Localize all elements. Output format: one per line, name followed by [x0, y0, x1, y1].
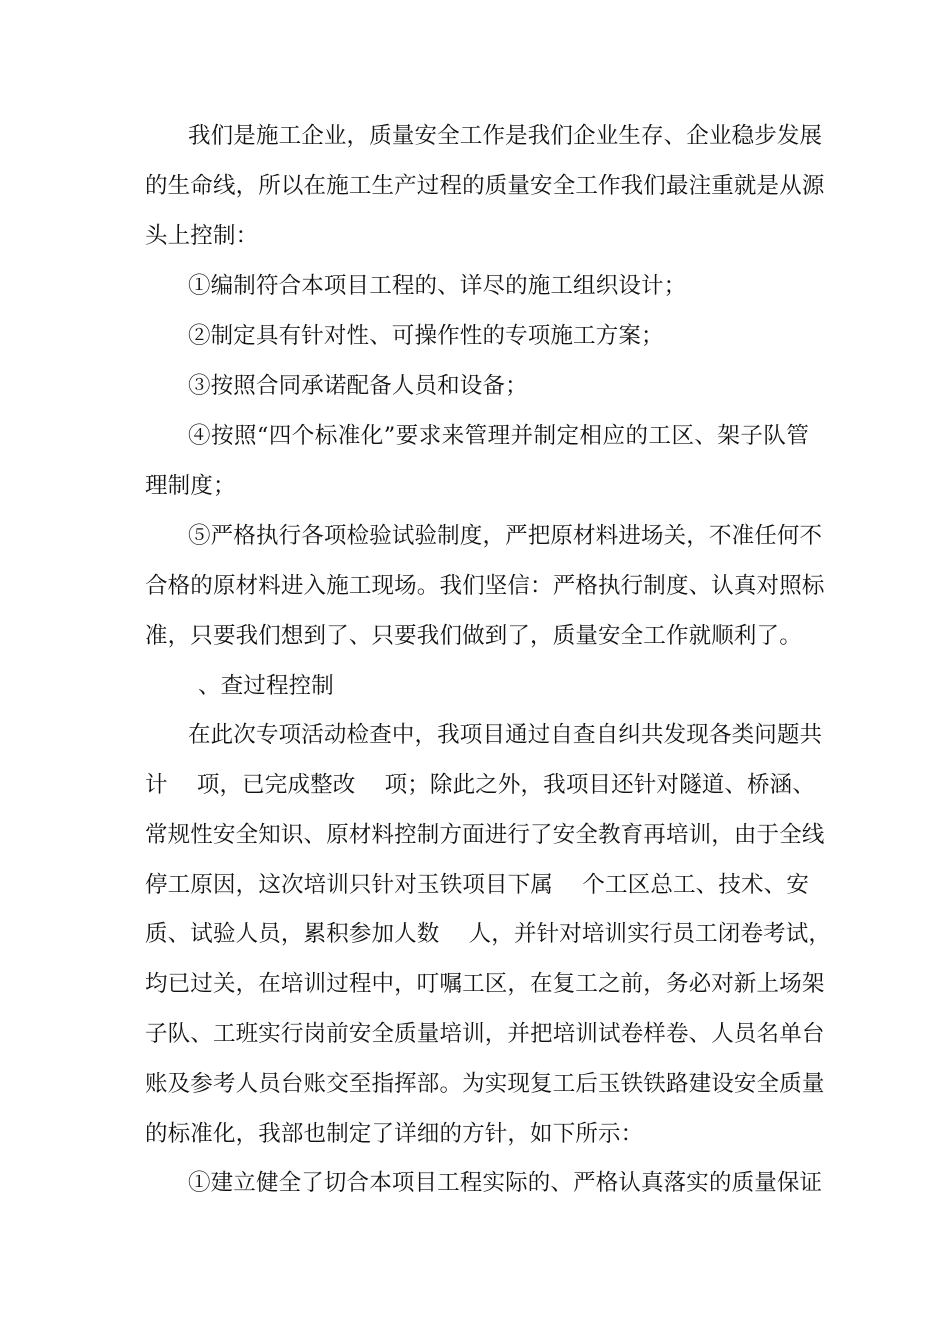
list-item: ①建立健全了切合本项目工程实际的、严格认真落实的质量保证 [188, 1170, 823, 1196]
text-line: 子队、工班实行岗前安全质量培训，并把培训试卷样卷、人员名单台 [145, 1021, 825, 1047]
list-item: ①编制符合本项目工程的、详尽的施工组织设计； [188, 273, 687, 299]
text-line: 计 项，已完成整改 项；除此之外，我项目还针对隧道、桥涵、 [145, 772, 815, 798]
text-line: 停工原因，这次培训只针对玉铁项目下属 个工区总工、技术、安 [145, 872, 809, 898]
text-line: 头上控制： [145, 223, 259, 249]
list-item: ④按照“四个标准化”要求来管理并制定相应的工区、架子队管 [188, 423, 809, 449]
text-line: 质、试验人员，累积参加人数 人，并针对培训实行员工闭卷考试， [145, 921, 832, 947]
text-line: 均已过关，在培训过程中，叮嘱工区，在复工之前，务必对新上场架 [145, 971, 825, 997]
list-item: ③按照合同承诺配备人员和设备； [188, 373, 528, 399]
text-line: 合格的原材料进入施工现场。我们坚信：严格执行制度、认真对照标 [145, 573, 825, 599]
text-line: 账及参考人员台账交至指挥部。为实现复工后玉铁铁路建设安全质量 [145, 1071, 825, 1097]
list-item: ⑤严格执行各项检验试验制度，严把原材料进场关，不准任何不 [188, 523, 823, 549]
text-line: 的标准化，我部也制定了详细的方针，如下所示： [145, 1121, 644, 1147]
text-line: 我们是施工企业，质量安全工作是我们企业生存、企业稳步发展 [188, 123, 823, 149]
text-line: 常规性安全知识、原材料控制方面进行了安全教育再培训，由于全线 [145, 822, 825, 848]
text-line: 的生命线，所以在施工生产过程的质量安全工作我们最注重就是从源 [145, 173, 825, 199]
list-item: ②制定具有针对性、可操作性的专项施工方案； [188, 323, 664, 349]
text-line: 理制度； [145, 473, 236, 499]
text-line: 在此次专项活动检查中，我项目通过自查自纠共发现各类问题共 [188, 722, 823, 748]
text-line: 准，只要我们想到了、只要我们做到了，质量安全工作就顺利了。 [145, 623, 802, 649]
section-heading: 、查过程控制 [198, 673, 334, 699]
